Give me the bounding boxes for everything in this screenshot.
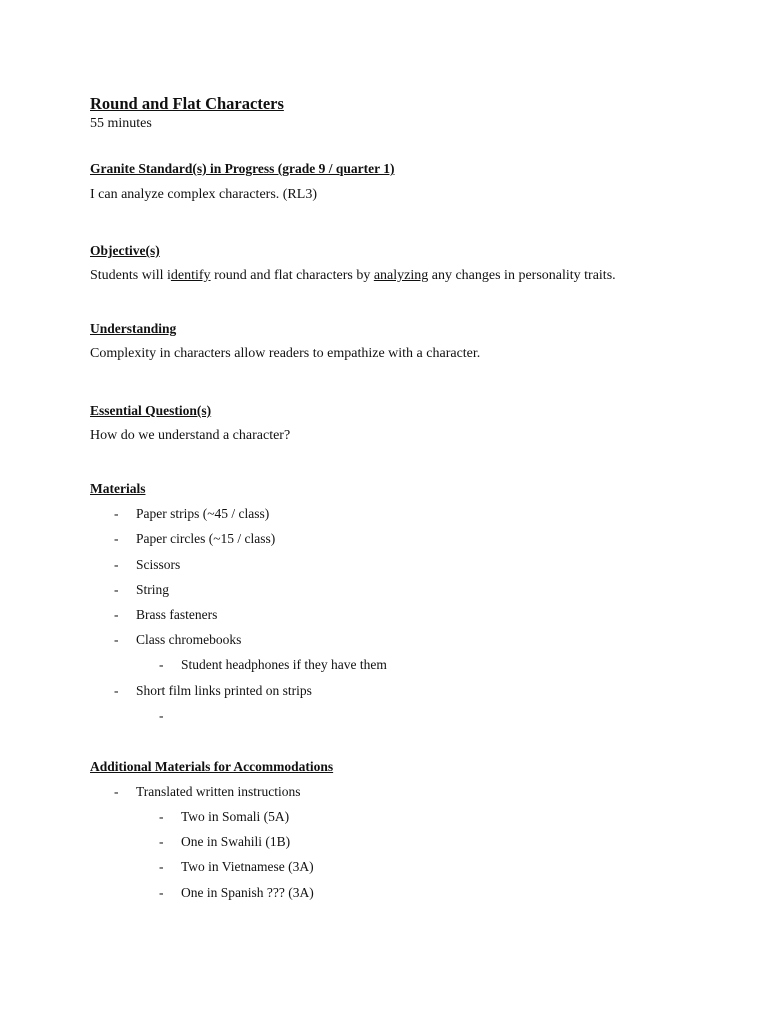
- objective-keyword-analyzing: analyzing: [373, 268, 429, 283]
- list-item: Class chromebooks: [136, 632, 242, 647]
- essential-questions-text: How do we understand a character?: [90, 428, 291, 443]
- understanding-heading: Understanding: [90, 321, 177, 336]
- list-subitem: Student headphones if they have them: [181, 657, 387, 672]
- list-item: String: [136, 582, 170, 597]
- lesson-duration: 55 minutes: [90, 116, 152, 131]
- accommodations-heading: Additional Materials for Accommodations: [90, 759, 334, 774]
- list-subitem: One in Spanish ??? (3A): [181, 885, 314, 900]
- list-bullet: -: [114, 557, 119, 572]
- list-subitem: Two in Somali (5A): [181, 809, 290, 824]
- list-bullet: -: [159, 657, 164, 672]
- objective-text-part: round and flat characters by: [210, 268, 374, 283]
- list-bullet: -: [159, 834, 164, 849]
- objective-keyword-identify: dentify: [170, 268, 211, 283]
- list-bullet: -: [114, 632, 119, 647]
- objective-text-part: Students will i: [90, 268, 171, 283]
- list-item: Scissors: [136, 557, 181, 572]
- materials-heading: Materials: [90, 481, 146, 496]
- understanding-text: Complexity in characters allow readers to empathize with a character.: [90, 346, 481, 361]
- list-bullet: -: [114, 506, 119, 521]
- objective-text-part: any changes in personality traits.: [428, 268, 616, 283]
- list-item: Paper circles (~15 / class): [136, 531, 276, 546]
- list-bullet: -: [159, 885, 164, 900]
- list-bullet: -: [159, 859, 164, 874]
- objectives-text: [90, 268, 616, 284]
- list-item: Short film links printed on strips: [136, 683, 312, 698]
- list-bullet: -: [114, 784, 119, 799]
- essential-questions-heading: Essential Question(s): [90, 403, 212, 418]
- list-item: Brass fasteners: [136, 607, 218, 622]
- list-bullet: -: [159, 809, 164, 824]
- list-item: Paper strips (~45 / class): [136, 506, 270, 521]
- list-subitem: One in Swahili (1B): [181, 834, 291, 849]
- list-item: Translated written instructions: [136, 784, 301, 799]
- list-bullet: -: [114, 683, 119, 698]
- list-bullet: -: [114, 582, 119, 597]
- standards-text: I can analyze complex characters. (RL3): [90, 187, 317, 202]
- list-subitem: Two in Vietnamese (3A): [181, 859, 314, 874]
- standards-heading: Granite Standard(s) in Progress (grade 9 / quarter 1): [90, 161, 395, 176]
- list-bullet: -: [114, 531, 119, 546]
- objectives-heading: Objective(s): [90, 243, 160, 258]
- list-bullet-empty: -: [159, 708, 164, 723]
- page-title: Round and Flat Characters: [90, 94, 284, 113]
- list-bullet: -: [114, 607, 119, 622]
